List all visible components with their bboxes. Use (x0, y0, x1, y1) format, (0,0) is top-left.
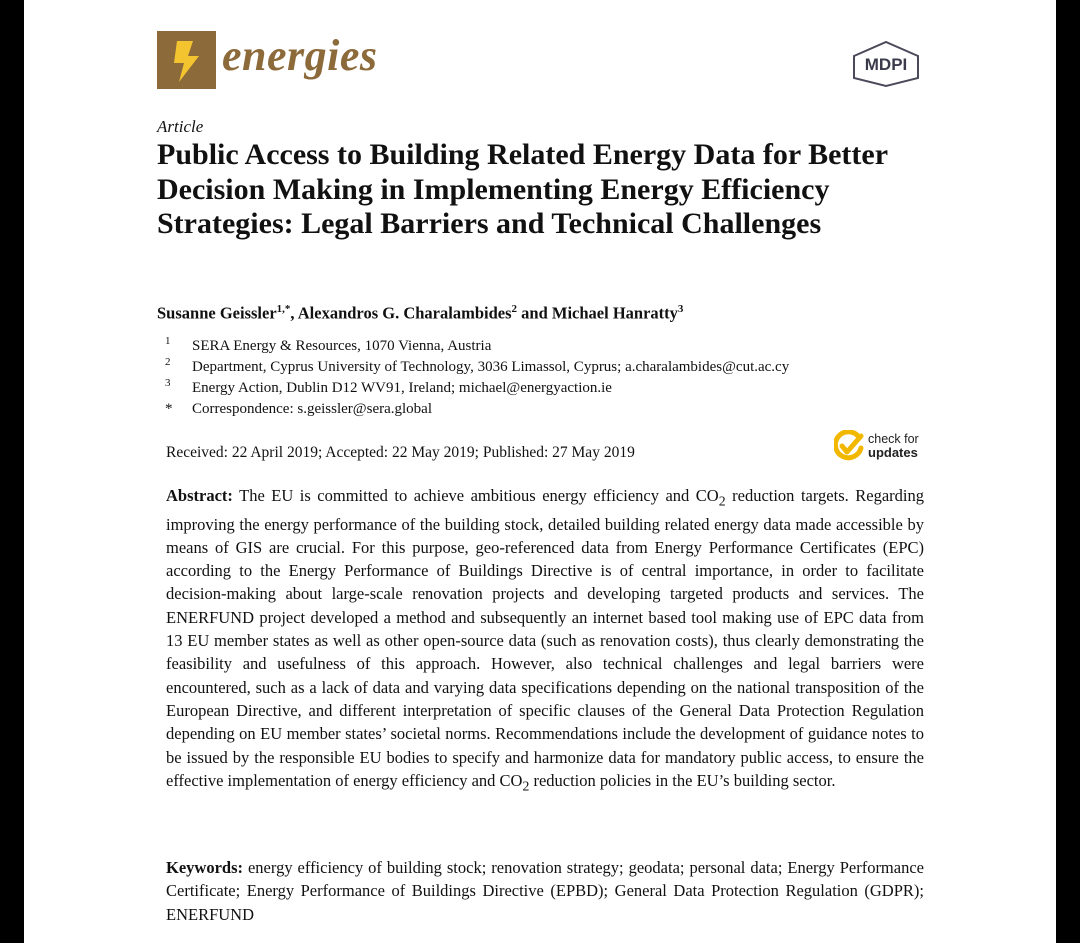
author-affil-mark: 1,* (276, 303, 291, 315)
co2-subscript: 2 (718, 493, 726, 509)
co2-subscript: 2 (522, 778, 530, 794)
paper-page (24, 0, 1056, 943)
affiliation-number: 1 (165, 335, 171, 347)
check-for-updates-badge[interactable] (834, 430, 929, 464)
author-name: Michael Hanratty (551, 303, 678, 323)
abstract-text-part1: The EU is committed to achieve ambitious energy efficiency and CO (232, 486, 719, 505)
author-separator: , (290, 303, 298, 323)
check-updates-line1: check for (868, 432, 919, 446)
correspondence-text: Correspondence: s.geissler@sera.global (192, 401, 432, 417)
keywords-text: energy efficiency of building stock; renovation strategy; geodata; personal data; Energy Performance Certificate; Energy Performance of Buildings Directive (EPBD); General Data Protection Regulation (GDPR); ENERFUND (166, 858, 924, 924)
keywords-label: Keywords: (166, 858, 243, 877)
correspondence-mark: * (165, 401, 173, 417)
publisher-logo (850, 40, 922, 93)
author-separator: and (517, 303, 552, 323)
journal-logo (157, 31, 216, 89)
affiliation-number: 2 (165, 356, 171, 368)
affiliation-text: SERA Energy & Resources, 1070 Vienna, Austria (192, 338, 492, 354)
mdpi-logo-icon (850, 40, 922, 88)
article-type: Article (157, 117, 204, 136)
publisher-name: MDPI (864, 55, 908, 74)
abstract (166, 484, 924, 797)
author-affil-mark: 2 (511, 303, 518, 315)
affiliation-number: 3 (165, 377, 171, 389)
publication-dates: Received: 22 April 2019; Accepted: 22 May 2019; Published: 27 May 2019 (166, 444, 635, 461)
author-affil-mark: 3 (677, 303, 684, 315)
checkmark-circle-icon (834, 430, 864, 467)
paper-title: Public Access to Building Related Energy Data for Better Decision Making in Implementing Energy Efficiency Strategies: Legal Barriers and Technical Challenges (157, 138, 888, 240)
author-name: Alexandros G. Charalambides (297, 303, 512, 323)
affiliation-text: Energy Action, Dublin D12 WV91, Ireland; michael@energyaction.ie (192, 380, 612, 396)
check-updates-line2: updates (868, 445, 918, 460)
journal-name: energies (222, 31, 378, 80)
abstract-label: Abstract: (166, 486, 233, 505)
keywords (166, 856, 924, 926)
author-name: Susanne Geissler (157, 303, 277, 323)
author-list (157, 303, 683, 324)
abstract-text-part3: reduction policies in the EU’s building sector. (529, 770, 836, 790)
abstract-text-part2: reduction targets. Regarding improving the energy performance of the building stock, detailed building related energy data made accessible by means of GIS are crucial. For this purpose, geo-referenced data from Energy Performance Certificates (EPC) according to the Energy Performance of Buildings Directive is of central importance, in order to facilitate decision-making about large-scale renovation projects and developing targeted products and services. The ENERFUND project developed a method and subsequently an internet based tool making use of EPC data from 13 EU member states as well as other open-source data (such as renovation costs), thus clearly demonstrating the feasibility and usefulness of this approach. However, also technical challenges and legal barriers were encountered, such as a lack of data and varying data specifications depending on the national transposition of the European Directive, and different interpretation of specific clauses of the General Data Protection Regulation depending on EU member states’ societal norms. Recommendations include the development of guidance notes to be issued by the responsible EU bodies to specify and harmonize data for mandatory public access, to ensure the effective implementation of energy efficiency and CO (166, 486, 924, 790)
affiliation-text: Department, Cyprus University of Technology, 3036 Limassol, Cyprus; a.charalambides@cut.ac.cy (192, 359, 790, 375)
